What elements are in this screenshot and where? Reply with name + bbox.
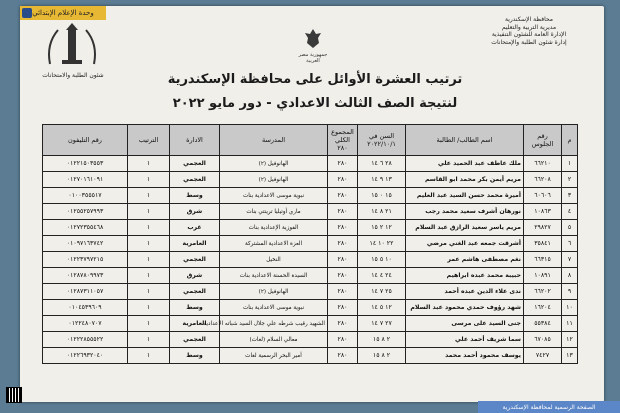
cell-age: ٢١ ٨ ١٤ xyxy=(358,204,406,220)
cell-name: نغم مصطفى هاشم عمر xyxy=(406,252,524,268)
table-row xyxy=(43,204,578,220)
col-header-admin: الادارة xyxy=(170,125,220,156)
table-row xyxy=(43,284,578,300)
cell-m: ١ xyxy=(562,156,578,172)
table-row xyxy=(43,236,578,252)
cell-seat: ٧٤٢٧ xyxy=(524,348,562,364)
cell-phone: ٠١٢٨٧٣١١٠٥٧ xyxy=(43,284,128,300)
cell-school: معالي السلام (لغات) xyxy=(220,332,328,348)
directorate-header xyxy=(474,16,584,46)
cell-age: ٢٧ ٧ ١٤ xyxy=(358,316,406,332)
cell-school: أمير البحر الرسمية لغات xyxy=(220,348,328,364)
table-header-row xyxy=(43,125,578,156)
table-row xyxy=(43,300,578,316)
cell-seat: ٦٧٠٨٥ xyxy=(524,332,562,348)
header-line: الإدارة العامة للشئون التنفيذية xyxy=(491,31,567,38)
cell-seat: ٣٥٨٤١ xyxy=(524,236,562,252)
cell-admin: العجمي xyxy=(170,332,220,348)
col-header-total: المجموع الكلي ٢٨٠ xyxy=(328,125,358,156)
cell-admin: العجمي xyxy=(170,156,220,172)
col-header-age: السن في ٢٠٢٢/١٠/١ xyxy=(358,125,406,156)
cell-seat: ١٠٨٦٣ xyxy=(524,204,562,220)
cell-phone: ٠١٢٢٢٨٥٥٥٢٢ xyxy=(43,332,128,348)
col-header-name: اسم الطالب/ الطالبة xyxy=(406,125,524,156)
cell-total: ٢٨٠ xyxy=(328,236,358,252)
cell-m: ٨ xyxy=(562,268,578,284)
col-header-m: م xyxy=(562,125,578,156)
cell-age: ٢٨ ٦ ١٤ xyxy=(358,156,406,172)
cell-phone: ٠١٢٨٧٨٠٩٩٧٣ xyxy=(43,268,128,284)
cell-phone: ٠١٢٢٤٨٠٧٠٧ xyxy=(43,316,128,332)
cell-m: ٥ xyxy=(562,220,578,236)
cell-phone: ٠١٢٧٢٣٥٥٤٦٨ xyxy=(43,220,128,236)
cell-admin: غرب xyxy=(170,220,220,236)
cell-school: النخيل xyxy=(220,252,328,268)
table-row xyxy=(43,220,578,236)
cell-admin: العامرية xyxy=(170,316,220,332)
cell-seat: ١٦٢٠٤ xyxy=(524,300,562,316)
header-line: إدارة شئون الطلبة والإمتحانات xyxy=(491,38,567,46)
cell-rank: ١ xyxy=(128,300,170,316)
cell-school: الهانوفيل (٢) xyxy=(220,156,328,172)
table-row xyxy=(43,188,578,204)
cell-school: الشهيد رقيب شرطه علي جلال السيد شباته الاعداديه xyxy=(220,316,328,332)
cell-admin: وسط xyxy=(170,188,220,204)
cell-rank: ١ xyxy=(128,172,170,188)
cell-age: ٢٥ ٧ ١٤ xyxy=(358,284,406,300)
cell-age: ٢ ٨ ١٥ xyxy=(358,348,406,364)
cell-admin: شرق xyxy=(170,204,220,220)
col-header-rank: الترتيب xyxy=(128,125,170,156)
table-row xyxy=(43,332,578,348)
cell-name: أشرقت جمعه عبد الغني مرضي xyxy=(406,236,524,252)
cell-total: ٢٨٠ xyxy=(328,252,358,268)
cell-name: أميرة محمد حسن السيد عبد العليم xyxy=(406,188,524,204)
cell-admin: وسط xyxy=(170,348,220,364)
cell-m: ٢ xyxy=(562,172,578,188)
cell-seat: ٦٦٣١٥ xyxy=(524,252,562,268)
cell-total: ٢٨٠ xyxy=(328,332,358,348)
table-row xyxy=(43,252,578,268)
cell-school: السيدة الحسنة الاعدادية بنات xyxy=(220,268,328,284)
cell-rank: ١ xyxy=(128,252,170,268)
cell-phone: ٠١٠٤٥٣٩٦٠٩ xyxy=(43,300,128,316)
cell-name: مريم ياسر سعيد الرازق عبد السلام xyxy=(406,220,524,236)
cell-phone: ٠١٢٧٠١٦١٠٩١ xyxy=(43,172,128,188)
cell-phone: ٠١٠٩٧١٦٣٧٤٢ xyxy=(43,236,128,252)
cell-seat: ٢٩٨٢٧ xyxy=(524,220,562,236)
results-table xyxy=(42,124,578,364)
cell-name: سما شريف أحمد علي xyxy=(406,332,524,348)
cell-name: نورهان أشرف سعيد محمد رجب xyxy=(406,204,524,220)
cell-rank: ١ xyxy=(128,188,170,204)
cell-admin: العجمي xyxy=(170,172,220,188)
cell-name: يوسف محمود أحمد محمد xyxy=(406,348,524,364)
cell-age: ١٥ ٠ ١٥ xyxy=(358,188,406,204)
cell-age: ١٣ ٩ ١٤ xyxy=(358,172,406,188)
cell-phone: ٠١٢٢١٥٠٣٥٥٣ xyxy=(43,156,128,172)
cell-rank: ١ xyxy=(128,332,170,348)
media-logo-icon xyxy=(22,8,32,18)
cell-total: ٢٨٠ xyxy=(328,300,358,316)
cell-admin: العامرية xyxy=(170,236,220,252)
cell-total: ٢٨٠ xyxy=(328,172,358,188)
col-header-school: المدرسة xyxy=(220,125,328,156)
cell-rank: ١ xyxy=(128,316,170,332)
cell-total: ٢٨٠ xyxy=(328,204,358,220)
cell-rank: ١ xyxy=(128,220,170,236)
cell-name: ندى علاء الدين عبده أحمد xyxy=(406,284,524,300)
cell-admin: العجمي xyxy=(170,284,220,300)
cell-total: ٢٨٠ xyxy=(328,348,358,364)
qr-code-icon xyxy=(6,387,22,403)
cell-age: ٢ ٨ ١٥ xyxy=(358,332,406,348)
cell-total: ٢٨٠ xyxy=(328,284,358,300)
cell-m: ١٣ xyxy=(562,348,578,364)
cell-m: ٧ xyxy=(562,252,578,268)
results-document xyxy=(20,6,604,402)
cell-m: ٣ xyxy=(562,188,578,204)
cell-phone: ٠١٢٥٥٢٥٧٩٩٣ xyxy=(43,204,128,220)
cell-age: ١٢ ٥ ١٤ xyxy=(358,300,406,316)
cell-admin: العجمي xyxy=(170,252,220,268)
cell-total: ٢٨٠ xyxy=(328,188,358,204)
cell-name: شهد رؤوف حمدي محمود عبد السلام xyxy=(406,300,524,316)
cell-m: ١٠ xyxy=(562,300,578,316)
cell-name: حبيبة محمد عبده ابراهيم xyxy=(406,268,524,284)
table-row xyxy=(43,156,578,172)
cell-m: ٤ xyxy=(562,204,578,220)
table-row xyxy=(43,316,578,332)
cell-total: ٢٨٠ xyxy=(328,220,358,236)
cell-age: ١٢ ٢ ١٥ xyxy=(358,220,406,236)
cell-seat: ٥٥٣٨٤ xyxy=(524,316,562,332)
cell-total: ٢٨٠ xyxy=(328,316,358,332)
cell-seat: ٦٦٢١٠ xyxy=(524,156,562,172)
cell-seat: ٦٦٢٠٢ xyxy=(524,284,562,300)
cell-school: الهانوفيل (٢) xyxy=(220,284,328,300)
cell-age: ١٠ ٥ ١٥ xyxy=(358,252,406,268)
cell-rank: ١ xyxy=(128,236,170,252)
cell-age: ٢٤ ٤ ١٤ xyxy=(358,268,406,284)
cell-rank: ١ xyxy=(128,284,170,300)
ribbon-label: وحدة الإعلام الإبتدائي xyxy=(32,9,94,17)
cell-name: جنى السيد على مرسى xyxy=(406,316,524,332)
cell-name: ملك عاطف عبد الحميد علي xyxy=(406,156,524,172)
cell-m: ٩ xyxy=(562,284,578,300)
cell-age: ٢٢ ١٠ ١٤ xyxy=(358,236,406,252)
emblem-caption: جمهورية مصر العربية xyxy=(298,52,328,64)
cell-rank: ١ xyxy=(128,348,170,364)
col-header-phone: رقم التليفون xyxy=(43,125,128,156)
logo-caption: شئون الطلبة والامتحانات xyxy=(42,72,104,79)
cell-total: ٢٨٠ xyxy=(328,268,358,284)
table-row xyxy=(43,348,578,364)
lighthouse-logo-icon xyxy=(42,20,102,70)
table-row xyxy=(43,268,578,284)
cell-school: الفوزية الإعدادية بنات xyxy=(220,220,328,236)
col-header-seat: رقم الجلوس xyxy=(524,125,562,156)
cell-rank: ١ xyxy=(128,268,170,284)
cell-phone: ٠١٢٢٣٧٩٧٢١٥ xyxy=(43,252,128,268)
cell-admin: شرق xyxy=(170,268,220,284)
media-unit-ribbon xyxy=(20,6,106,20)
cell-phone: ٠١٢٢٦٩٣٢٠٤٠ xyxy=(43,348,128,364)
cell-total: ٢٨٠ xyxy=(328,156,358,172)
page-footer-badge: الصفحة الرسمية لمحافظة الإسكندرية xyxy=(478,401,620,413)
cell-seat: ٦٦٢٠٨ xyxy=(524,172,562,188)
header-line: محافظة الإسكندرية xyxy=(504,16,553,23)
cell-m: ١١ xyxy=(562,316,578,332)
cell-seat: ٦٠٦٠٦ xyxy=(524,188,562,204)
cell-school: ماري أوتيليا ترينتي بنات xyxy=(220,204,328,220)
cell-name: مريم أيمن بكر محمد ابو القاسم xyxy=(406,172,524,188)
cell-m: ١٢ xyxy=(562,332,578,348)
cell-phone: ٠١٠٠٣٥٥٥١٧ xyxy=(43,188,128,204)
cell-rank: ١ xyxy=(128,156,170,172)
cell-school: الهانوفيل (٢) xyxy=(220,172,328,188)
cell-seat: ١٠٨٩١ xyxy=(524,268,562,284)
cell-admin: وسط xyxy=(170,300,220,316)
page-title: ترتيب العشرة الأوائل على محافظة الإسكندرية xyxy=(167,72,463,87)
eagle-emblem-icon xyxy=(304,28,322,50)
results-table-wrapper xyxy=(42,124,578,376)
cell-m: ٦ xyxy=(562,236,578,252)
cell-rank: ١ xyxy=(128,204,170,220)
table-row xyxy=(43,172,578,188)
header-line: مديرية التربية والتعليم xyxy=(501,23,557,31)
cell-school: نبوية موسى الاعدادية بنات xyxy=(220,188,328,204)
page-subtitle: لنتيجة الصف الثالث الاعدادي - دور مايو ٢٠٢٢ xyxy=(172,96,458,111)
cell-school: نبوية موسى الاعدادية بنات xyxy=(220,300,328,316)
cell-school: العزة الاعدادية المشتركة xyxy=(220,236,328,252)
